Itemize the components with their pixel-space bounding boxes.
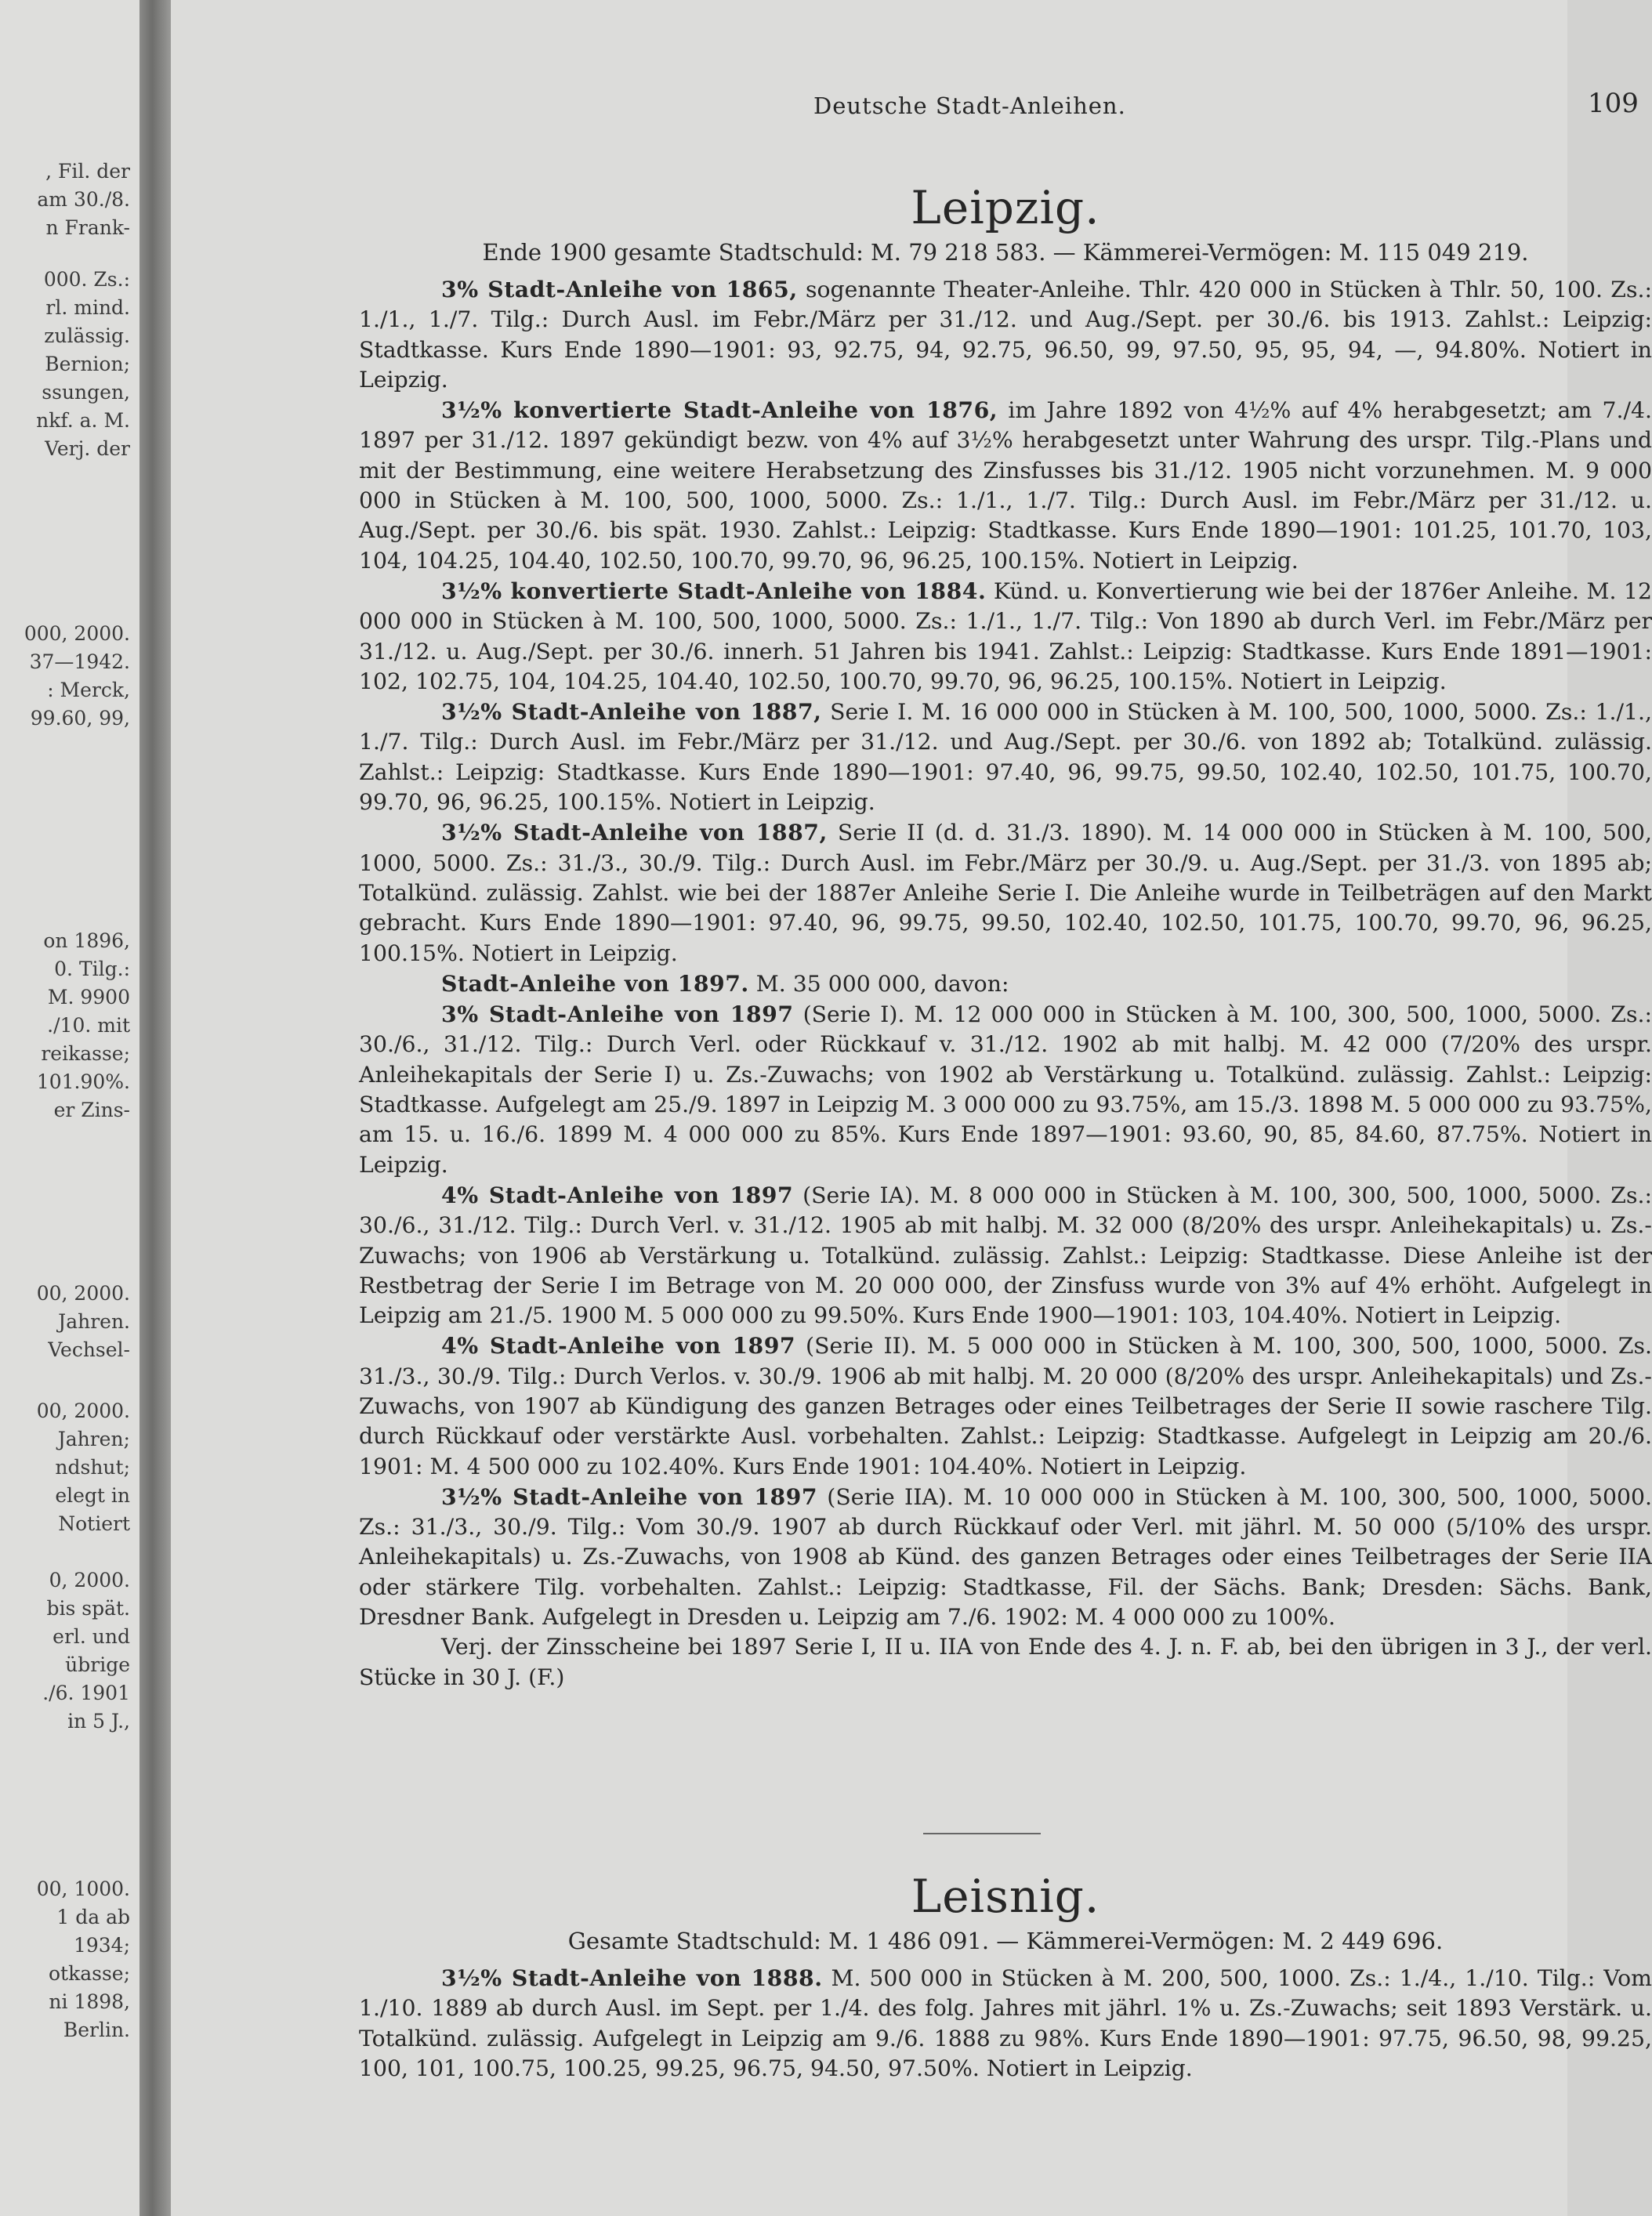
- bond-entry-body: Künd. u. Konvertierung wie bei der 1876er Anleihe. M. 12 000 000 in Stücken à M. 100, 500, 1000, 5000. Zs.: 1./1., 1./7. Tilg.: Von 1890 ab durch Verl. im Febr./März per 31./12. u. Aug./Sept. per 30./6. innerh. 51 Jahren bis 1941. Zahlst.: Leipzig: Stadtkasse. Kurs Ende 1891—1901: 102, 102.75, 104, 104.25, 104.40, 102.50, 100.70, 99.70, 96, 96.25, 100.15%. Notiert in Leipzig.: [359, 578, 1652, 694]
- bond-entry-body: (Serie IIA). M. 10 000 000 in Stücken à M. 100, 300, 500, 1000, 5000. Zs.: 31./3., 30./9. Tilg.: Vom 30./9. 1907 ab durch Rückkauf oder Verl. mit jährl. M. 50 000 (5/10% des urspr. Anleihekapitals) u. Zs.-Zuwachs, von 1908 ab Künd. des ganzen Betrages oder eines Teilbetrages der Serie IIA oder stärkere Tilg. vorbehalten. Zahlst.: Leipzig: Stadtkasse, Fil. der Sächs. Bank; Dresden: Sächs. Bank, Dresdner Bank. Aufgelegt in Dresden u. Leipzig am 7./6. 1902: M. 4 000 000 zu 100%.: [359, 1483, 1652, 1631]
- margin-fragment: Verj. der: [45, 437, 130, 460]
- margin-fragment: : Merck,: [47, 679, 130, 701]
- section-leipzig: [359, 180, 1652, 1693]
- bond-entry-body: (Serie I). M. 12 000 000 in Stücken à M. 100, 300, 500, 1000, 5000. Zs.: 30./6., 31./12. Tilg.: Durch Verl. oder Rückkauf v. 31./12. 1902 ab mit halbj. M. 42 000 (7/20% des urspr. Anleihekapitals der Serie I) u. Zs.-Zuwachs; von 1902 ab Verstärkung u. Totalkünd. zulässig. Zahlst.: Leipzig: Stadtkasse. Aufgelegt am 25./9. 1897 in Leipzig M. 3 000 000 zu 93.75%, am 15./3. 1898 M. 5 000 000 zu 93.75%, am 15. u. 16./6. 1899 M. 4 000 000 zu 85%. Kurs Ende 1897—1901: 93.60, 90, 85, 84.60, 87.75%. Notiert in Leipzig.: [359, 1001, 1652, 1178]
- city-title-leipzig: Leipzig.: [911, 181, 1100, 234]
- margin-fragment: 000, 2000.: [24, 622, 130, 645]
- margin-fragment: 101.90%.: [36, 1070, 130, 1093]
- page-number: 109: [1588, 88, 1639, 119]
- bond-entry-lead: 3% Stadt-Anleihe von 1865,: [441, 276, 798, 302]
- margin-fragment: ndshut;: [55, 1456, 130, 1479]
- margin-fragment: 00, 1000.: [36, 1877, 130, 1900]
- bond-entry: [359, 1482, 1652, 1632]
- margin-fragment: ./6. 1901: [42, 1682, 130, 1704]
- bond-entry-lead: 3½% Stadt-Anleihe von 1887,: [441, 819, 828, 846]
- margin-fragment: 1934;: [73, 1934, 130, 1957]
- margin-fragment: 00, 2000.: [36, 1399, 130, 1422]
- margin-fragment: on 1896,: [43, 929, 130, 952]
- bond-entry-body: M. 35 000 000, davon:: [748, 970, 1009, 997]
- margin-fragment: Notiert: [58, 1512, 130, 1535]
- bond-entry-lead: 4% Stadt-Anleihe von 1897: [441, 1332, 796, 1360]
- margin-fragment: 99.60, 99,: [30, 707, 130, 730]
- margin-fragment: zulässig.: [44, 324, 130, 347]
- leipzig-entries: [359, 274, 1652, 1693]
- bond-entry-body: sogenannte Theater-Anleihe. Thlr. 420 000 in Stücken à Thlr. 50, 100. Zs.: 1./1., 1./7. Tilg.: Durch Ausl. im Febr./März per 31./12. und Aug./Sept. per 30./6. bis 1913. Zahlst.: Leipzig: Stadtkasse. Kurs Ende 1890—1901: 93, 92.75, 94, 92.75, 96.50, 99, 97.50, 95, 95, 94, —, 94.80%. Notiert in Leipzig.: [359, 277, 1652, 393]
- margin-fragment: Berlin.: [63, 2019, 130, 2041]
- margin-fragment: n Frank-: [45, 216, 130, 239]
- bond-entry-body: M. 500 000 in Stücken à M. 200, 500, 1000. Zs.: 1./4., 1./10. Tilg.: Vom 1./10. 1889 ab durch Ausl. im Sept. per 1./4. des folg. Jahres mit jährl. 1% u. Zs.-Zuwachs; seit 1893 Verstärk. u. Totalkünd. zulässig. Aufgelegt in Leipzig am 9./6. 1888 zu 98%. Kurs Ende 1890—1901: 97.75, 96.50, 98, 99.25, 100, 101, 100.75, 100.25, 99.25, 96.75, 94.50, 97.50%. Notiert in Leipzig.: [359, 1965, 1652, 2081]
- bond-entry: [359, 1632, 1652, 1693]
- city-title-leisnig: Leisnig.: [911, 1870, 1100, 1923]
- running-head: Deutsche Stadt-Anleihen.: [813, 92, 1126, 119]
- bond-entry: [359, 697, 1652, 817]
- margin-fragment: Jahren;: [57, 1428, 130, 1450]
- margin-fragment: 0. Tilg.:: [54, 958, 130, 980]
- bond-entry: [359, 274, 1652, 395]
- adjacent-page-strip: [0, 0, 139, 2216]
- margin-fragment: otkasse;: [48, 1962, 130, 1985]
- bond-entry-lead: 3½% Stadt-Anleihe von 1897: [441, 1483, 818, 1510]
- margin-fragment: reikasse;: [41, 1042, 130, 1065]
- bond-entry-lead: 3½% konvertierte Stadt-Anleihe von 1884.: [441, 577, 987, 604]
- bond-entry-lead: 3½% Stadt-Anleihe von 1888.: [441, 1964, 823, 1991]
- margin-fragment: M. 9900: [47, 986, 130, 1008]
- margin-fragment: nkf. a. M.: [36, 409, 130, 432]
- margin-fragment: erl. und: [53, 1625, 130, 1648]
- leipzig-summary: Ende 1900 gesamte Stadtschuld: M. 79 218 583. — Kämmerei-Vermögen: M. 115 049 219.: [482, 239, 1529, 266]
- margin-fragment: 1 da ab: [56, 1906, 130, 1928]
- margin-fragment: 00, 2000.: [36, 1282, 130, 1305]
- bond-entry-lead: 4% Stadt-Anleihe von 1897: [441, 1181, 794, 1208]
- bond-entry-body: Serie II (d. d. 31./3. 1890). M. 14 000 000 in Stücken à M. 100, 500, 1000, 5000. Zs.: 31./3., 30./9. Tilg.: Durch Ausl. im Febr./März per 30./9. u. Aug./Sept. per 31./3. von 1895 ab; Totalkünd. zulässig. Zahlst. wie bei der 1887er Anleihe Serie I. Die Anleihe wurde in Teilbeträgen auf den Markt gebracht. Kurs Ende 1890—1901: 97.40, 96, 99.75, 99.50, 102.40, 102.50, 101.75, 100.70, 99.70, 96, 96.25, 100.15%. Notiert in Leipzig.: [359, 820, 1652, 966]
- bond-entry: [359, 999, 1652, 1180]
- bond-entry-lead: 3½% Stadt-Anleihe von 1887,: [441, 698, 822, 726]
- section-leisnig: [359, 1869, 1652, 2084]
- margin-fragment: Bernion;: [45, 353, 130, 375]
- bond-entry-lead: 3½% konvertierte Stadt-Anleihe von 1876,: [441, 396, 998, 424]
- bond-entry-lead: Stadt-Anleihe von 1897.: [441, 969, 749, 997]
- margin-fragment: 37—1942.: [29, 650, 130, 673]
- bond-entry-lead: 3% Stadt-Anleihe von 1897: [441, 1001, 794, 1028]
- leisnig-summary: Gesamte Stadtschuld: M. 1 486 091. — Kämmerei-Vermögen: M. 2 449 696.: [567, 1928, 1444, 1954]
- section-divider: [923, 1833, 1041, 1834]
- margin-fragment: 000. Zs.:: [43, 268, 130, 291]
- page: [171, 0, 1652, 2216]
- bond-entry: [359, 576, 1652, 697]
- bond-entry-body: Verj. der Zinsscheine bei 1897 Serie I, II u. IIA von Ende des 4. J. n. F. ab, bei den übrigen in 3 J., der verl. Stücke in 30 J. (F.): [359, 1634, 1652, 1690]
- margin-fragment: übrige: [65, 1653, 130, 1676]
- bond-entry-body: Serie I. M. 16 000 000 in Stücken à M. 100, 500, 1000, 5000. Zs.: 1./1., 1./7. Tilg.: Durch Ausl. im Febr./März per 31./12. und Aug./Sept. per 30./6. von 1892 ab; Totalkünd. zulässig. Zahlst.: Leipzig: Stadtkasse. Kurs Ende 1890—1901: 97.40, 96, 99.75, 99.50, 102.40, 102.50, 101.75, 100.70, 99.70, 96, 96.25, 100.15%. Notiert in Leipzig.: [359, 699, 1652, 816]
- bond-entry-body: (Serie IA). M. 8 000 000 in Stücken à M. 100, 300, 500, 1000, 5000. Zs.: 30./6., 31./12. Tilg.: Durch Verl. v. 31./12. 1905 ab mit halbj. M. 32 000 (8/20% des urspr. Anleihekapitals) u. Zs.-Zuwachs; von 1906 ab Verstärkung u. Totalkünd. zulässig. Zahlst.: Leipzig: Stadtkasse. Diese Anleihe ist der Restbetrag der Serie I im Betrage von M. 20 000 000, der Zinsfuss wurde von 3% auf 4% erhöht. Aufgelegt in Leipzig am 21./5. 1900 M. 5 000 000 zu 99.50%. Kurs Ende 1900—1901: 103, 104.40%. Notiert in Leipzig.: [359, 1182, 1652, 1329]
- margin-fragment: am 30./8.: [37, 188, 130, 211]
- bond-entry: [359, 1331, 1652, 1481]
- bond-entry: [359, 969, 1652, 999]
- bond-entry-body: (Serie II). M. 5 000 000 in Stücken à M. 100, 300, 500, 1000, 5000. Zs. 31./3., 30./9. Tilg.: Durch Verlos. v. 30./9. 1906 ab mit halbj. M. 20 000 (8/20% des urspr. Anleihekapitals) und Zs.-Zuwachs, von 1907 ab Kündigung des ganzen Betrages oder eines Teilbetrages der Serie II sowie raschere Tilg. durch Rückkauf oder verstärkte Ausl. vorbehalten. Zahlst.: Leipzig: Stadtkasse. Aufgelegt in Leipzig am 20./6. 1901: M. 4 500 000 zu 102.40%. Kurs Ende 1901: 104.40%. Notiert in Leipzig.: [359, 1333, 1652, 1479]
- margin-fragment: in 5 J.,: [67, 1710, 130, 1733]
- margin-fragment: 0, 2000.: [49, 1569, 130, 1591]
- bond-entry: [359, 1180, 1652, 1331]
- margin-fragment: , Fil. der: [45, 160, 130, 183]
- margin-fragment: rl. mind.: [45, 296, 130, 319]
- margin-fragment: Jahren.: [58, 1310, 130, 1333]
- margin-fragment: Vechsel-: [48, 1338, 130, 1361]
- margin-fragment: ssungen,: [42, 381, 130, 404]
- margin-fragment: ni 1898,: [49, 1990, 130, 2013]
- margin-fragment: er Zins-: [53, 1099, 130, 1121]
- margin-fragment: ./10. mit: [47, 1014, 130, 1037]
- margin-fragment: elegt in: [55, 1484, 130, 1507]
- leisnig-entries: [359, 1963, 1652, 2084]
- book-spine-shadow: [139, 0, 171, 2216]
- margin-fragment: bis spät.: [46, 1597, 130, 1620]
- bond-entry: [359, 817, 1652, 968]
- bond-entry-body: im Jahre 1892 von 4½% auf 4% herabgesetzt; am 7./4. 1897 per 31./12. 1897 gekündigt bezw. von 4% auf 3½% herabgesetzt unter Wahrung des urspr. Tilg.-Plans und mit der Bestimmung, eine weitere Herabsetzung des Zinsfusses bis 31./12. 1905 nicht vorzunehmen. M. 9 000 000 in Stücken à M. 100, 500, 1000, 5000. Zs.: 1./1., 1./7. Tilg.: Durch Ausl. im Febr./März per 31./12. u. Aug./Sept. per 30./6. bis spät. 1930. Zahlst.: Leipzig: Stadtkasse. Kurs Ende 1890—1901: 101.25, 101.70, 103, 104, 104.25, 104.40, 102.50, 100.70, 99.70, 96, 96.25, 100.15%. Notiert in Leipzig.: [359, 397, 1652, 574]
- bond-entry: [359, 1963, 1652, 2084]
- bond-entry: [359, 395, 1652, 576]
